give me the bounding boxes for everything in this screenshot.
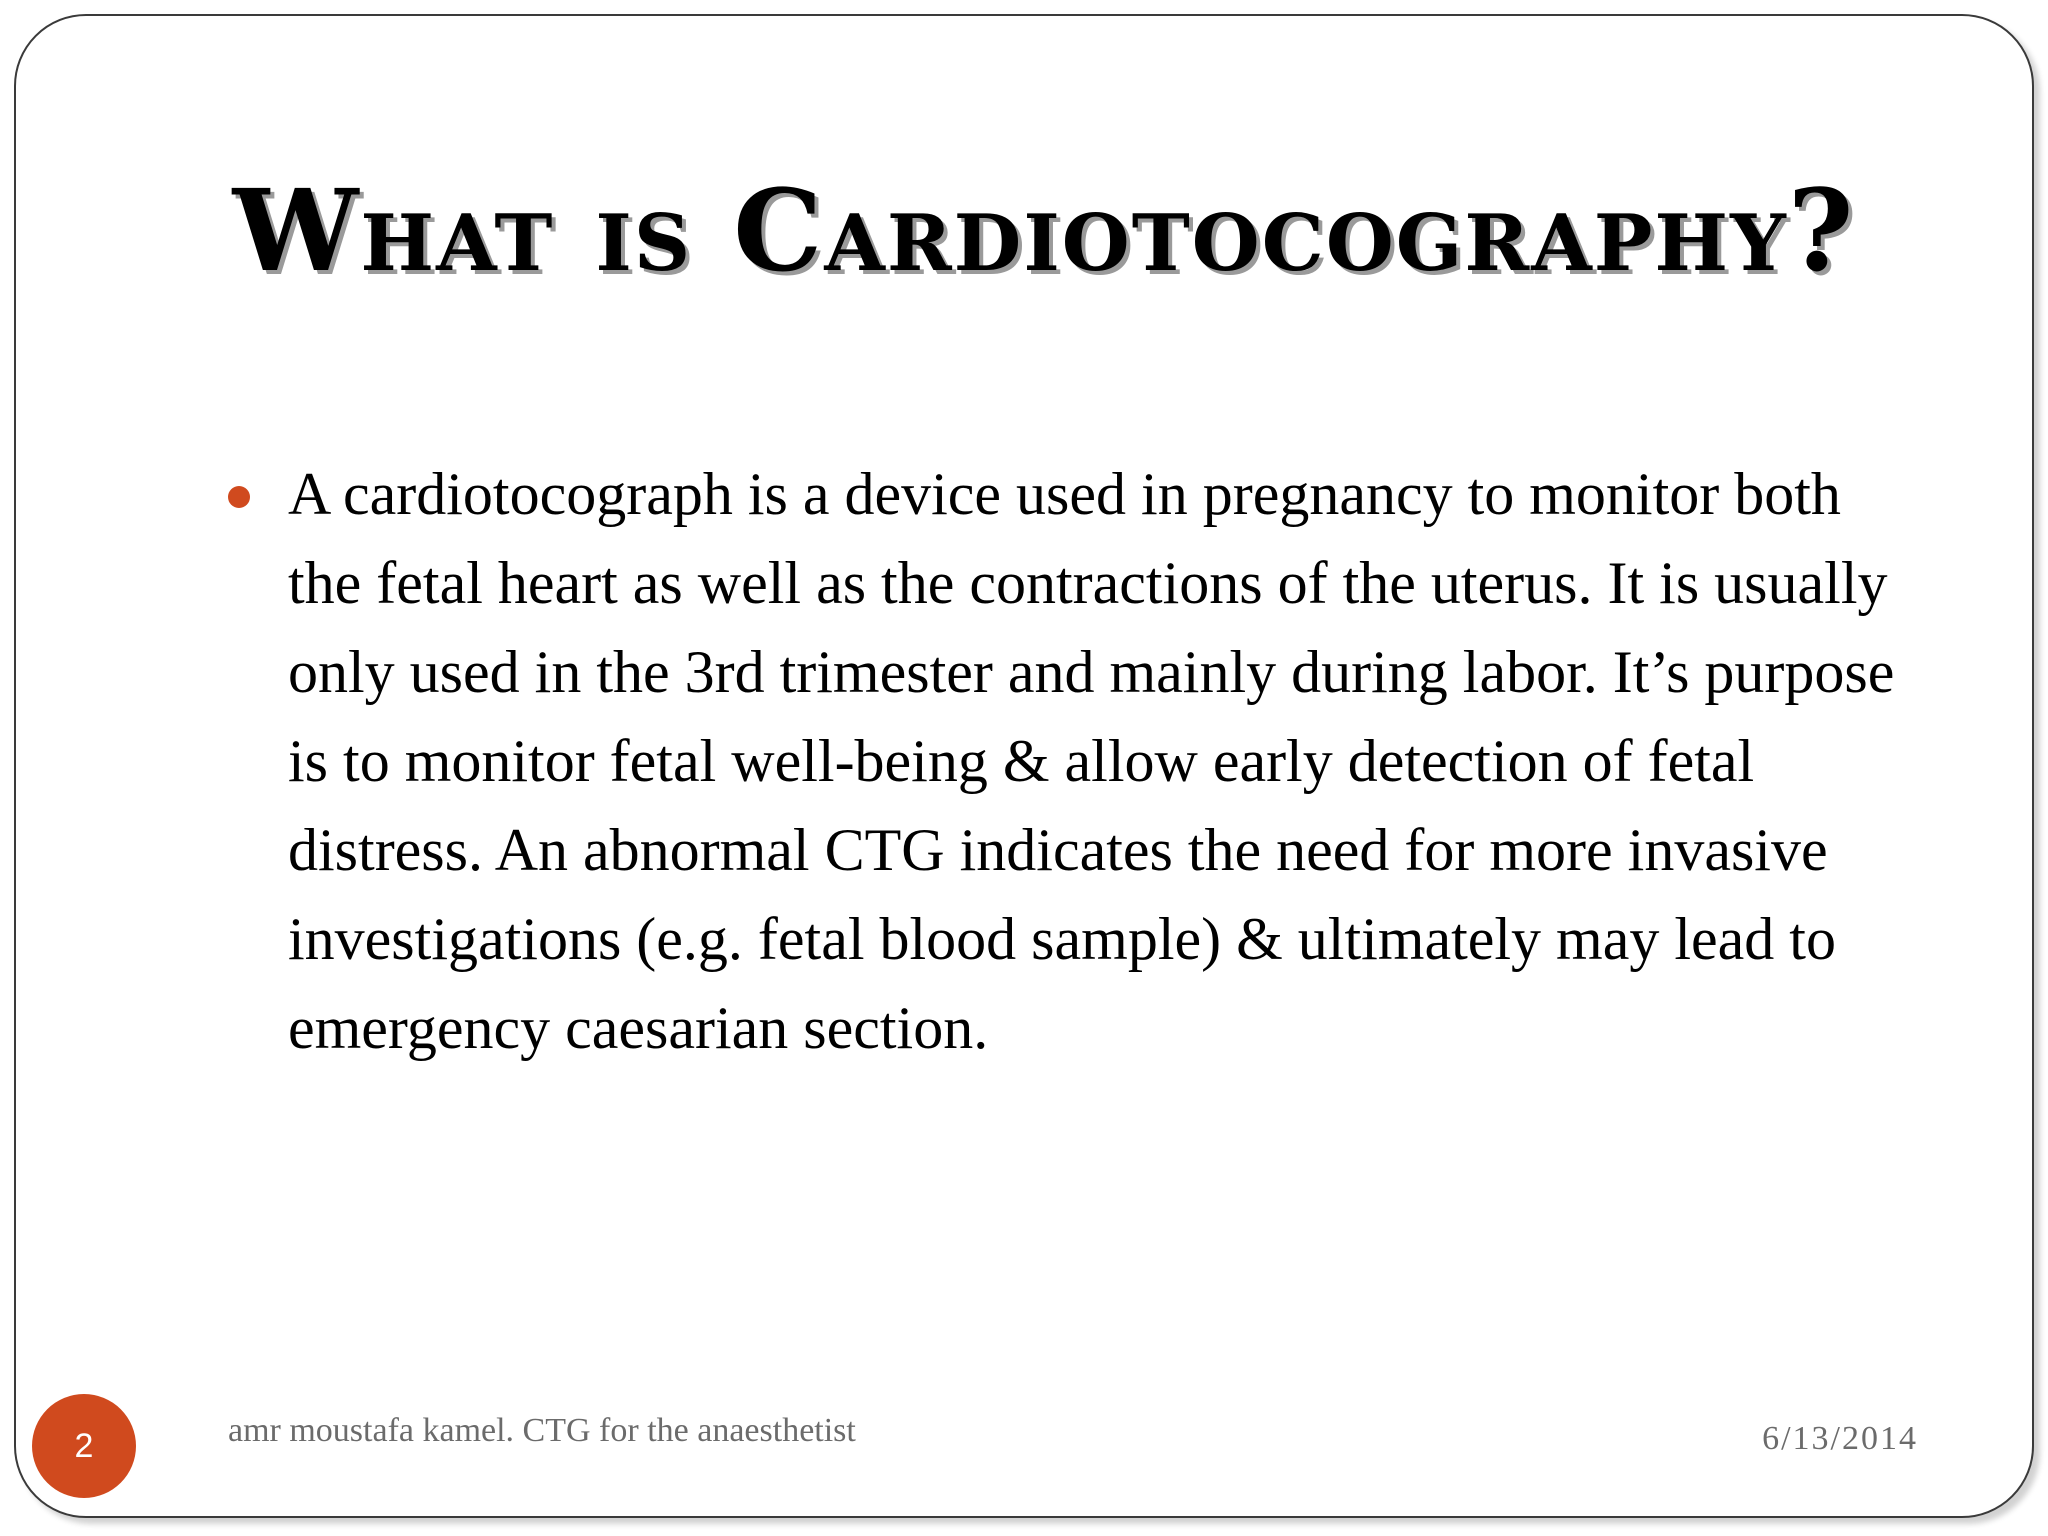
slide-title: What is Cardiotocography? (232, 166, 1856, 297)
bullet-text: A cardiotocograph is a device used in pregnancy to monitor both the fetal heart as well as the contractions of the uterus. It is usually only used in the 3rd trimester and mainly during labor. It’s purpose is to monitor fetal well-being & allow early detection of fetal distress. An abnormal CTG indicates the need for more invasive investigations (e.g. fetal blood sample) & ultimately may lead to emergency caesarian section. (288, 461, 1895, 1061)
bullet-list (228, 450, 1928, 1073)
bullet-item (228, 450, 1928, 1073)
footer-text: amr moustafa kamel. CTG for the anaesthetist (228, 1412, 856, 1449)
page-number-badge: 2 (32, 1394, 136, 1498)
bullet-dot-icon (228, 486, 250, 508)
footer-date: 6/13/2014 (1762, 1420, 1918, 1457)
